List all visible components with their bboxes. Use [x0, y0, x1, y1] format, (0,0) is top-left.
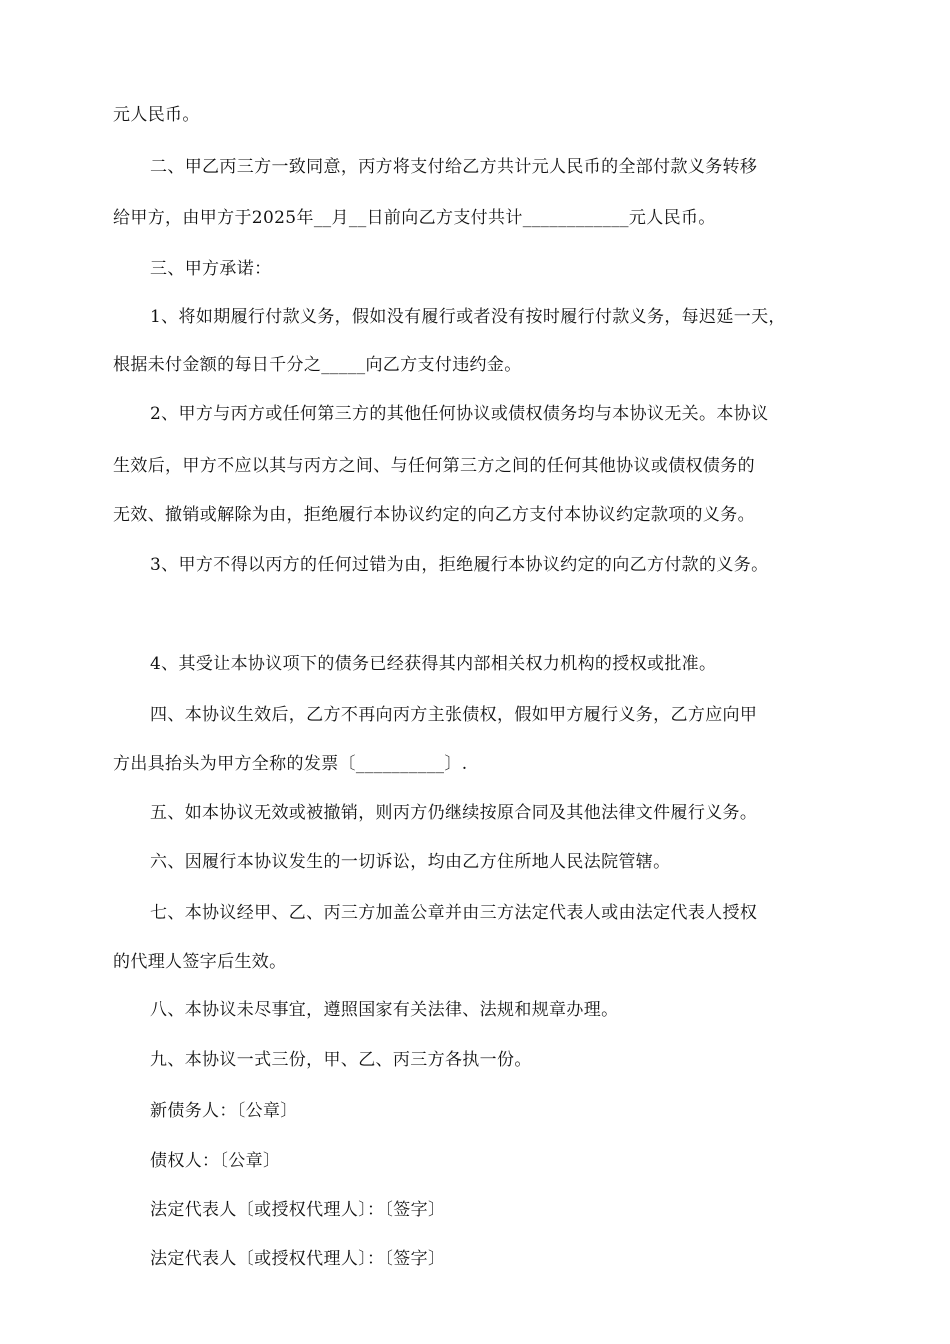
- item-1-line-1: 1、将如期履行付款义务，假如没有履行或者没有按时履行付款义务，每迟延一天，: [150, 307, 786, 327]
- clause-7-line-2: 的代理人签字后生效。: [113, 952, 287, 972]
- item-2-line-1: 2、甲方与丙方或任何第三方的其他任何协议或债权债务均与本协议无关。本协议: [150, 404, 769, 424]
- clause-9-line: 九、本协议一式三份，甲、乙、丙三方各执一份。: [150, 1050, 532, 1070]
- clause-7-line-1: 七、本协议经甲、乙、丙三方加盖公章并由三方法定代表人或由法定代表人授权: [150, 903, 758, 923]
- clause-2-line-1: 二、甲乙丙三方一致同意，丙方将支付给乙方共计元人民币的全部付款义务转移: [150, 157, 758, 177]
- item-2-line-3: 无效、撤销或解除为由，拒绝履行本协议约定的向乙方支付本协议约定款项的义务。: [113, 505, 755, 525]
- clause-6-line: 六、因履行本协议发生的一切诉讼，均由乙方住所地人民法院管辖。: [150, 852, 671, 872]
- clause-2-line-2: 给甲方，由甲方于2025年__月__日前向乙方支付共计____________元人民币。: [113, 208, 716, 228]
- signature-legal-rep-1: 法定代表人〔或授权代理人〕：〔签字〕: [150, 1200, 446, 1220]
- signature-new-debtor: 新债务人：〔公章〕: [150, 1101, 298, 1121]
- clause-8-line: 八、本协议未尽事宜，遵照国家有关法律、法规和规章办理。: [150, 1000, 619, 1020]
- signature-creditor: 债权人：〔公章〕: [150, 1151, 281, 1171]
- clause-5-line: 五、如本协议无效或被撤销，则丙方仍继续按原合同及其他法律文件履行义务。: [150, 803, 758, 823]
- text-line: 元人民币。: [113, 105, 200, 125]
- clause-4-line-2: 方出具抬头为甲方全称的发票〔__________〕.: [113, 754, 468, 774]
- item-4-line: 4、其受让本协议项下的债务已经获得其内部相关权力机构的授权或批准。: [150, 654, 717, 674]
- item-3-line: 3、甲方不得以丙方的任何过错为由，拒绝履行本协议约定的向乙方付款的义务。: [150, 555, 769, 575]
- clause-3-heading: 三、甲方承诺：: [150, 259, 272, 279]
- signature-legal-rep-2: 法定代表人〔或授权代理人〕：〔签字〕: [150, 1249, 446, 1269]
- clause-4-line-1: 四、本协议生效后，乙方不再向丙方主张债权，假如甲方履行义务，乙方应向甲: [150, 705, 758, 725]
- item-1-line-2: 根据未付金额的每日千分之_____向乙方支付违约金。: [113, 355, 522, 375]
- item-2-line-2: 生效后，甲方不应以其与丙方之间、与任何第三方之间的任何其他协议或债权债务的: [113, 456, 755, 476]
